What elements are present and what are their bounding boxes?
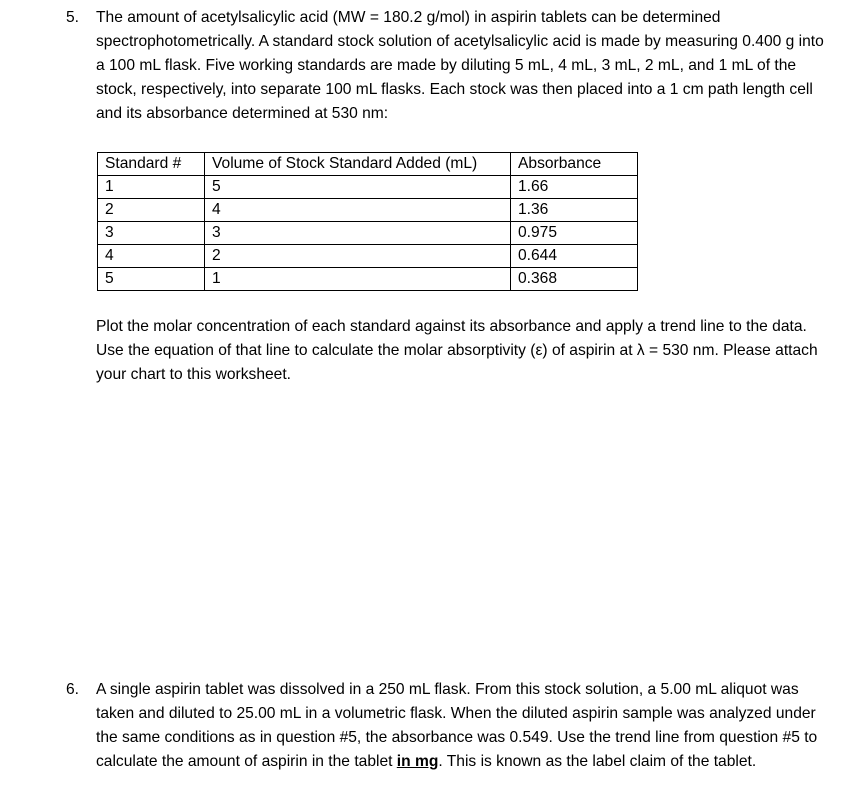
table-row	[98, 176, 638, 199]
cell-standard: 3	[98, 222, 205, 245]
cell-standard: 2	[98, 199, 205, 222]
cell-volume: 3	[205, 222, 511, 245]
question-5-number: 5.	[66, 9, 80, 26]
question-6-text	[96, 678, 826, 774]
header-volume-added: Volume of Stock Standard Added (mL)	[205, 153, 511, 176]
table-row	[98, 245, 638, 268]
table-header-row	[98, 153, 638, 176]
cell-absorbance: 0.368	[511, 268, 638, 291]
cell-absorbance: 1.36	[511, 199, 638, 222]
plot-instructions: Plot the molar concentration of each standard against its absorbance and apply a trend line to the data. Use the equation of that line to calculate the molar absorptivity (ε) of aspirin at λ = 530 nm. Please attach your chart to this worksheet.	[96, 318, 818, 383]
emphasis-in-mg: in mg	[396, 753, 439, 770]
cell-absorbance: 0.644	[511, 245, 638, 268]
cell-volume: 5	[205, 176, 511, 199]
header-absorbance: Absorbance	[511, 153, 638, 176]
question-5	[66, 6, 826, 126]
question-6-text-end: . This is known as the label claim of the tablet.	[438, 753, 757, 770]
question-6-text-main: A single aspirin tablet was dissolved in a 250 mL flask. From this stock solution, a 5.00 mL aliquot was taken and diluted to 25.00 mL in a volumetric flask. When the diluted aspirin sample was analyzed under the same conditions as in question #5, the absorbance was 0.549. Use the trend line from question #5 to calculate the amount of aspirin in the tablet	[96, 681, 818, 770]
table-row	[98, 268, 638, 291]
question-5-text: The amount of acetylsalicylic acid (MW = 180.2 g/mol) in aspirin tablets can be determined spectrophotometrically. A standard stock solution of acetylsalicylic acid is made by measuring 0.400 g into a 100 mL flask. Five working standards are made by diluting 5 mL, 4 mL, 3 mL, 2 mL, and 1 mL of the stock, respectively, into separate 100 mL flasks. Each stock was then placed into a 1 cm path length cell and its absorbance determined at 530 nm:	[96, 9, 824, 122]
cell-standard: 1	[98, 176, 205, 199]
question-6	[66, 678, 826, 774]
header-standard-number: Standard #	[98, 153, 205, 176]
table-row	[98, 222, 638, 245]
cell-volume: 1	[205, 268, 511, 291]
cell-volume: 2	[205, 245, 511, 268]
cell-standard: 4	[98, 245, 205, 268]
question-6-number: 6.	[66, 681, 80, 698]
table-row	[98, 199, 638, 222]
cell-absorbance: 1.66	[511, 176, 638, 199]
standards-table	[97, 152, 638, 291]
cell-volume: 4	[205, 199, 511, 222]
cell-absorbance: 0.975	[511, 222, 638, 245]
cell-standard: 5	[98, 268, 205, 291]
